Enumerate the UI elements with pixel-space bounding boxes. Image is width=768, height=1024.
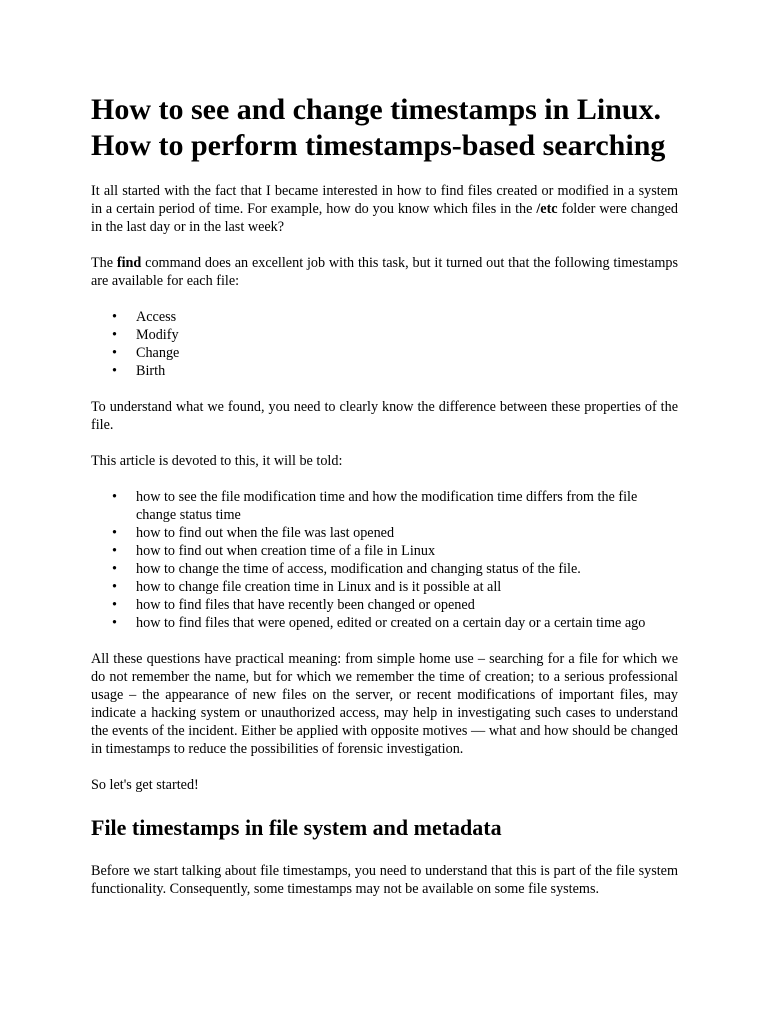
paragraph-understand: To understand what we found, you need to clearly know the difference between these properties of the file. (91, 399, 678, 433)
section-heading-file-timestamps: File timestamps in file system and metadata (91, 815, 502, 840)
etc-folder-code: /etc (536, 201, 558, 217)
paragraph-get-started: So let's get started! (91, 777, 199, 793)
topics-list (91, 488, 678, 632)
list-item: • how to find files that have recently been changed or opened (91, 596, 678, 614)
page-title-line-1: How to see and change timestamps in Linux. (91, 93, 662, 126)
paragraph-article-devoted: This article is devoted to this, it will be told: (91, 453, 343, 469)
list-item: • Change (91, 344, 678, 362)
list-item: • how to see the file modification time and how the modification time differs from the file change status time (91, 488, 678, 524)
list-item: • how to find files that were opened, edited or created on a certain day or a certain time ago (91, 614, 678, 632)
find-command-code: find (116, 255, 142, 271)
document-page (91, 92, 678, 898)
list-item: • how to find out when creation time of a file in Linux (91, 542, 678, 560)
intro-p1-before: It all started with the fact that I became interested in how to find files created or modified in a system in a certain period of time. For example, how do you know which files in the (91, 183, 678, 217)
intro-paragraph-2 (91, 254, 678, 290)
page-title (91, 92, 678, 164)
list-item: • Birth (91, 362, 678, 380)
paragraph-practical-meaning: All these questions have practical meaning: from simple home use – searching for a file for which we do not remember the name, but for which we remember the time of creation; to a serious professional usage – the appearance of new files on the server, or recent modifications of important files, may indicate a hacking system or unauthorized access, may help in investigating such cases to understand the events of the incident. Either be applied with opposite motives — what and how should be changed in timestamps to reduce the possibilities of forensic investigation. (91, 651, 678, 757)
list-item: • how to change the time of access, modification and changing status of the file. (91, 560, 678, 578)
timestamps-list (91, 308, 678, 380)
intro-p2-before: The (91, 255, 117, 271)
list-item: • how to find out when the file was last opened (91, 524, 678, 542)
intro-p1-after: folder were changed in the last day or in the last week? (91, 201, 678, 235)
intro-p2-after: command does an excellent job with this task, but it turned out that the following timestamps are available for each file: (91, 255, 678, 289)
paragraph-before-we-start: Before we start talking about file timestamps, you need to understand that this is part of the file system functionality. Consequently, some timestamps may not be available on some file systems. (91, 863, 678, 897)
intro-paragraph-1 (91, 182, 678, 236)
list-item: • Access (91, 308, 678, 326)
list-item: • how to change file creation time in Linux and is it possible at all (91, 578, 678, 596)
list-item: • Modify (91, 326, 678, 344)
page-title-line-2: How to perform timestamps-based searching (91, 129, 666, 162)
